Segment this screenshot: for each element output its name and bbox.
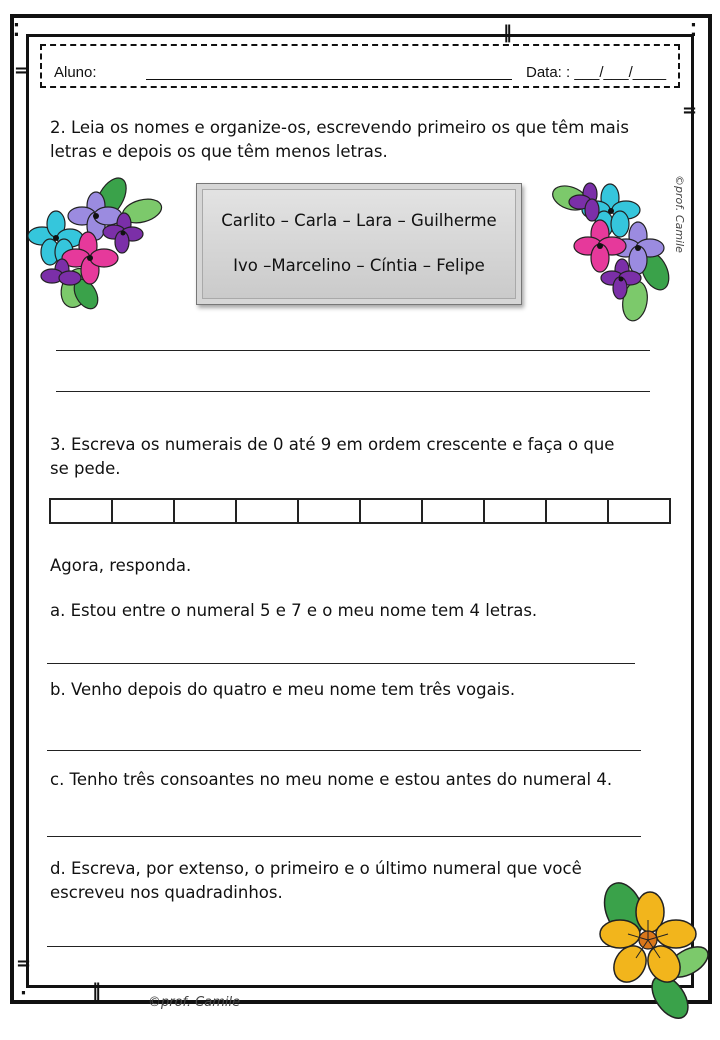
yellow-flower-icon <box>598 882 714 1022</box>
numeral-cell[interactable] <box>547 500 609 522</box>
names-line2: Ivo –Marcelino – Cíntia – Felipe <box>233 256 485 275</box>
q3c-answer-line[interactable] <box>47 836 641 837</box>
respond-heading: Agora, responda. <box>50 556 192 575</box>
q3b-text: b. Venho depois do quatro e meu nome tem três vogais. <box>50 680 516 699</box>
q3-text-line2: se pede. <box>50 459 121 478</box>
numeral-cell[interactable] <box>299 500 361 522</box>
frame-tick-top: ‖ <box>503 22 512 43</box>
q2-text-line2: letras e depois os que têm menos letras. <box>50 142 388 161</box>
frame-dots-topright: ⁚ <box>690 20 697 41</box>
q3a-answer-line[interactable] <box>47 663 635 664</box>
q3a-text: a. Estou entre o numeral 5 e 7 e o meu nome tem 4 letras. <box>50 601 538 620</box>
q3b-answer-line[interactable] <box>47 750 641 751</box>
q3d-text-line2: escreveu nos quadradinhos. <box>50 883 283 902</box>
numeral-cell[interactable] <box>51 500 113 522</box>
numeral-cell[interactable] <box>175 500 237 522</box>
frame-tick-left-top: = <box>14 60 30 81</box>
flower-bouquet-right-icon <box>550 176 675 326</box>
q3d-text-line1: d. Escreva, por extenso, o primeiro e o último numeral que você <box>50 859 582 878</box>
frame-tick-right: = <box>682 100 698 121</box>
watermark-side: ©prof. Camile <box>673 175 686 253</box>
q2-answer-line-1[interactable] <box>56 350 650 351</box>
frame-tick-left-bottom: = <box>16 953 32 974</box>
q3-text-line1: 3. Escreva os numerais de 0 até 9 em ordem crescente e faça o que <box>50 435 615 454</box>
q2-text-line1: 2. Leia os nomes e organize-os, escrevendo primeiro os que têm mais <box>50 118 629 137</box>
numeral-cell[interactable] <box>113 500 175 522</box>
numeral-grid <box>49 498 671 524</box>
numeral-cell[interactable] <box>423 500 485 522</box>
numeral-cell[interactable] <box>237 500 299 522</box>
numeral-cell[interactable] <box>361 500 423 522</box>
numeral-cell[interactable] <box>609 500 669 522</box>
student-name-field[interactable] <box>146 79 512 80</box>
q3c-text: c. Tenho três consoantes no meu nome e estou antes do numeral 4. <box>50 770 613 789</box>
watermark-bottom: ©prof. Camile <box>148 995 241 1010</box>
names-box <box>196 183 522 305</box>
names-line1: Carlito – Carla – Lara – Guilherme <box>221 211 497 230</box>
q2-answer-line-2[interactable] <box>56 391 650 392</box>
student-header <box>40 44 680 88</box>
frame-tick-bottom: ‖ <box>92 980 101 1001</box>
date-field[interactable]: Data: : ___/___/____ <box>526 64 667 81</box>
numeral-cell[interactable] <box>485 500 547 522</box>
flower-bouquet-left-icon <box>26 176 166 321</box>
frame-dots-bottomleft: ⁚ <box>20 988 27 1009</box>
student-name-label: Aluno: <box>54 64 97 81</box>
q3d-answer-line[interactable] <box>47 946 617 947</box>
frame-dots-topleft: ⁚ <box>13 20 20 41</box>
